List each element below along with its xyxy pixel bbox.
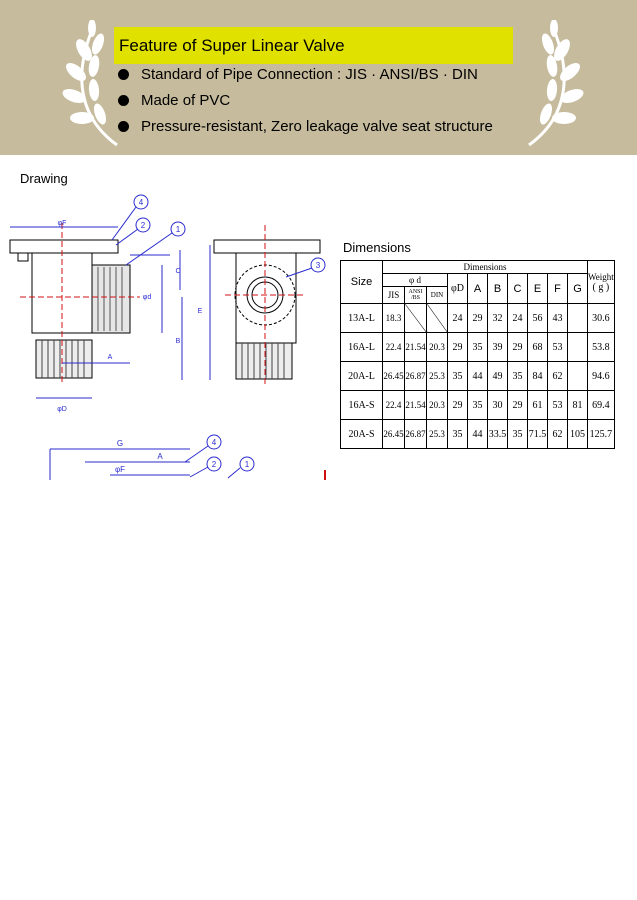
laurel-right-icon	[514, 20, 584, 148]
table-cell-D: 29	[448, 333, 468, 362]
table-cell-E: 68	[528, 333, 548, 362]
table-cell-din: 20.3	[427, 391, 448, 420]
table-cell-w: 125.7	[588, 420, 615, 449]
table-cell-B: 30	[488, 391, 508, 420]
dim-phid: φd	[142, 294, 152, 301]
table-cell-E: 56	[528, 304, 548, 333]
dim-E: E	[197, 308, 203, 315]
table-cell-G: 105	[568, 420, 588, 449]
table-cell-w: 53.8	[588, 333, 615, 362]
table-cell-A: 44	[468, 362, 488, 391]
valve-drawing-partial	[0, 430, 270, 485]
dimensions-table	[340, 260, 615, 449]
table-cell-size: 20A-S	[341, 420, 383, 449]
table-row	[341, 333, 615, 362]
callout-2: 2	[211, 460, 217, 469]
table-cell-ansi: 21.54	[405, 333, 427, 362]
feature-title: Feature of Super Linear Valve	[114, 27, 513, 64]
table-cell-jis: 22.4	[383, 333, 405, 362]
table-cell-jis: 26.45	[383, 362, 405, 391]
table-cell-jis: 26.45	[383, 420, 405, 449]
header-weight-unit: ( g )	[592, 281, 610, 293]
table-cell-D: 24	[448, 304, 468, 333]
table-cell-size: 16A-S	[341, 391, 383, 420]
dim-phiF: φF	[114, 465, 126, 474]
feature-bullet	[118, 64, 478, 86]
header-B: B	[488, 274, 508, 304]
table-cell-A: 29	[468, 304, 488, 333]
header-ansi-bs: ANSI /BS	[405, 287, 427, 304]
header-din: DIN	[427, 287, 448, 304]
table-cell-G	[568, 304, 588, 333]
table-cell-D: 29	[448, 391, 468, 420]
table-cell-F: 62	[548, 362, 568, 391]
header-phi-D: φD	[448, 274, 468, 304]
table-cell-ansi: 26.87	[405, 420, 427, 449]
table-cell-din: 25.3	[427, 420, 448, 449]
table-cell-B: 49	[488, 362, 508, 391]
dim-phiD: φD	[57, 406, 67, 413]
table-cell-din: 20.3	[427, 333, 448, 362]
bullet-icon	[118, 95, 129, 106]
table-cell-E: 84	[528, 362, 548, 391]
table-cell-A: 35	[468, 333, 488, 362]
table-cell-G	[568, 333, 588, 362]
table-row	[341, 391, 615, 420]
header-G: G	[568, 274, 588, 304]
header-E: E	[528, 274, 548, 304]
table-row	[341, 362, 615, 391]
callout-4: 4	[138, 198, 144, 207]
table-cell-C: 29	[508, 391, 528, 420]
table-cell-F: 62	[548, 420, 568, 449]
table-cell-B: 33.5	[488, 420, 508, 449]
table-cell-F: 53	[548, 391, 568, 420]
table-cell-G: 81	[568, 391, 588, 420]
table-cell-F: 43	[548, 304, 568, 333]
feature-bullet	[118, 90, 230, 112]
table-row	[341, 304, 615, 333]
bullet-icon	[118, 121, 129, 132]
table-cell-B: 39	[488, 333, 508, 362]
feature-bullet	[118, 116, 493, 138]
table-cell-size: 13A-L	[341, 304, 383, 333]
table-cell-B: 32	[488, 304, 508, 333]
table-cell-A: 44	[468, 420, 488, 449]
dim-C: C	[175, 268, 181, 275]
table-cell-D: 35	[448, 420, 468, 449]
header-weight	[588, 261, 615, 304]
header-dimensions: Dimensions	[383, 261, 588, 274]
table-cell-size: 16A-L	[341, 333, 383, 362]
bullet-icon	[118, 69, 129, 80]
callout-4: 4	[211, 438, 217, 447]
header-A: A	[468, 274, 488, 304]
feature-bullet-text: Standard of Pipe Connection : JIS · ANSI/BS · DIN	[141, 66, 478, 83]
dimensions-label: Dimensions	[343, 240, 411, 255]
dim-phiF: φF	[57, 220, 67, 227]
feature-bullet-text: Pressure-resistant, Zero leakage valve seat structure	[141, 118, 493, 135]
table-cell-E: 61	[528, 391, 548, 420]
feature-banner	[0, 0, 637, 155]
dimensions-rows	[341, 304, 615, 449]
table-cell-w: 69.4	[588, 391, 615, 420]
callout-1: 1	[244, 460, 250, 469]
table-cell-din	[427, 304, 448, 333]
table-cell-jis: 22.4	[383, 391, 405, 420]
header-C: C	[508, 274, 528, 304]
table-cell-ansi: 26.87	[405, 362, 427, 391]
dim-A: A	[107, 354, 113, 361]
table-row	[341, 420, 615, 449]
table-cell-F: 53	[548, 333, 568, 362]
dim-A: A	[157, 452, 163, 461]
drawing-label: Drawing	[20, 171, 68, 186]
valve-technical-drawing	[0, 185, 335, 425]
table-cell-C: 29	[508, 333, 528, 362]
table-cell-w: 94.6	[588, 362, 615, 391]
callout-1: 1	[175, 225, 181, 234]
callout-2: 2	[140, 221, 146, 230]
table-cell-w: 30.6	[588, 304, 615, 333]
centerline-mark	[324, 470, 326, 480]
table-cell-E: 71.5	[528, 420, 548, 449]
header-weight-label: Weight	[588, 271, 614, 282]
header-size: Size	[341, 261, 383, 304]
header-phi-d: φ d	[383, 274, 448, 287]
dim-G: G	[116, 439, 124, 448]
table-cell-ansi: 21.54	[405, 391, 427, 420]
table-cell-C: 35	[508, 420, 528, 449]
header-jis: JIS	[383, 287, 405, 304]
table-cell-ansi	[405, 304, 427, 333]
table-cell-din: 25.3	[427, 362, 448, 391]
callout-3: 3	[315, 261, 321, 270]
table-cell-G	[568, 362, 588, 391]
dim-B: B	[175, 338, 181, 345]
table-cell-size: 20A-L	[341, 362, 383, 391]
table-cell-jis: 18.3	[383, 304, 405, 333]
table-cell-A: 35	[468, 391, 488, 420]
header-F: F	[548, 274, 568, 304]
table-cell-C: 35	[508, 362, 528, 391]
table-cell-C: 24	[508, 304, 528, 333]
feature-bullet-text: Made of PVC	[141, 92, 231, 109]
table-cell-D: 35	[448, 362, 468, 391]
